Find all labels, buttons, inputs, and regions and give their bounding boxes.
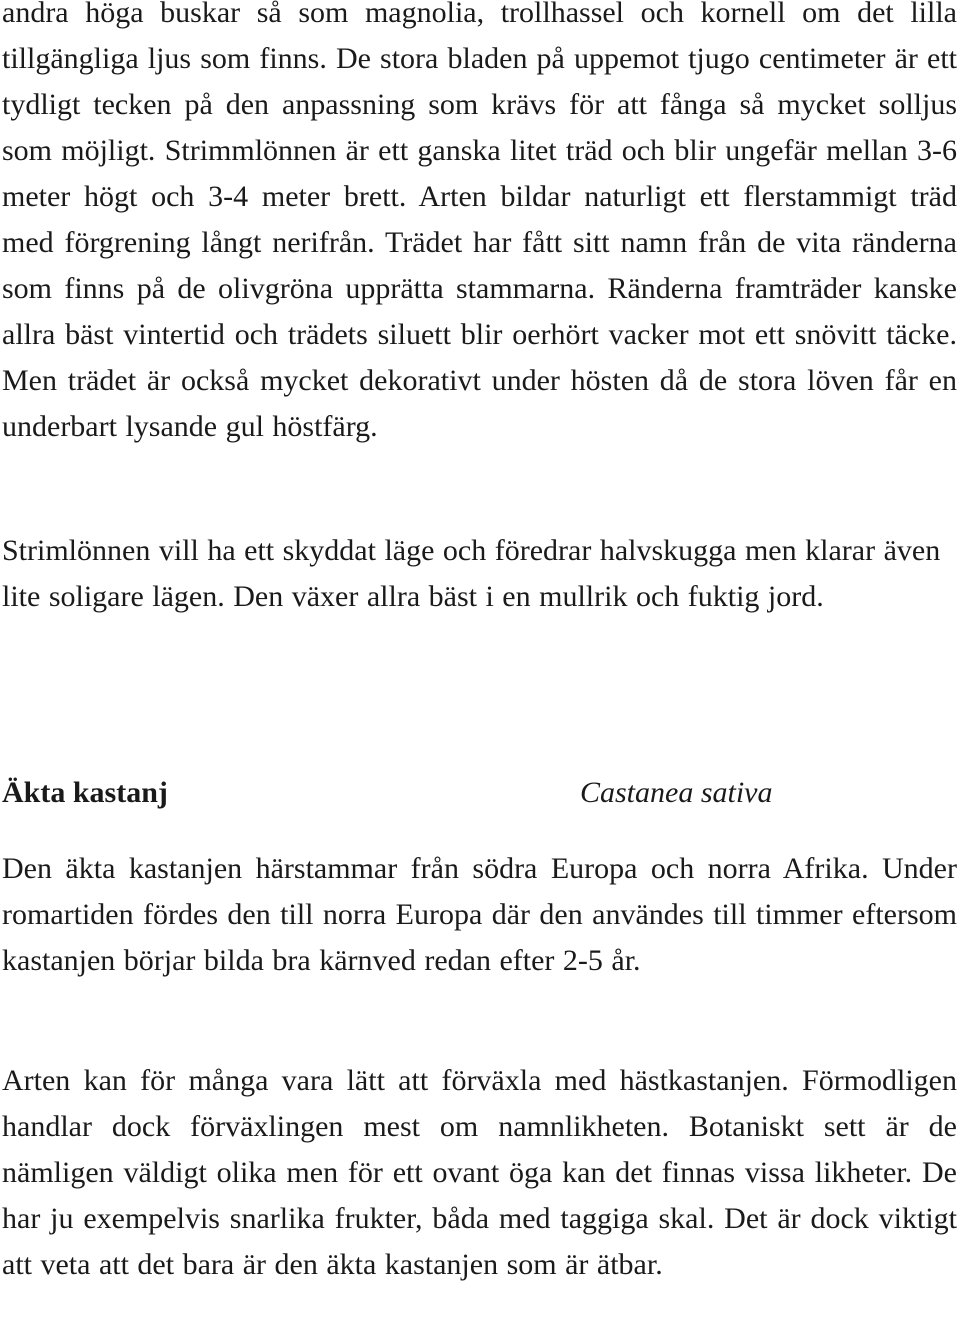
paragraph-kastanj-comparison: Arten kan för många vara lätt att förväxla med hästkastanjen. Förmodligen handlar dock förväxlingen mest om namnlikheten. Botaniskt sett är de nämligen väldigt olika men för ett ovant öga kan det finnas vissa likheter. De har ju exempelvis snarlika frukter, båda med taggiga skal. Det är dock viktigt att veta att det bara är den äkta kastanjen som är ätbar. (2, 1064, 957, 1281)
paragraph-strimlonn-description: andra höga buskar så som magnolia, trollhassel och kornell om det lilla tillgängliga ljus som finns. De stora bladen på uppemot tjugo centimeter är ett tydligt tecken på den anpassning som krävs för att fånga så mycket solljus som möjligt. Strimmlönnen är ett ganska litet träd och blir ungefär mellan 3-6 meter högt och 3-4 meter brett. Arten bildar naturligt ett flerstammigt träd med förgrening långt nerifrån. Trädet har fått sitt namn från de vita ränderna som finns på de olivgröna upprätta stammarna. Ränderna framträder kanske allra bäst vintertid och trädets siluett blir oerhört vacker mot ett snövitt täcke. Men trädet är också mycket dekorativt under hösten då de stora löven får en underbart lysande gul höstfärg. (2, 0, 957, 443)
section-latin-name: Castanea sativa (580, 776, 773, 809)
paragraph-strimlonn-growing-conditions: Strimlönnen vill ha ett skyddat läge och föredrar halvskugga men klarar även lite soligare lägen. Den växer allra bäst i en mullrik och fuktig jord. (2, 534, 941, 613)
paragraph-kastanj-origin: Den äkta kastanjen härstammar från södra Europa och norra Afrika. Under romartiden fördes den till norra Europa där den användes till timmer eftersom kastanjen börjar bilda bra kärnved redan efter 2-5 år. (2, 852, 957, 977)
section-heading-row (2, 770, 957, 816)
section-title: Äkta kastanj (2, 776, 168, 809)
